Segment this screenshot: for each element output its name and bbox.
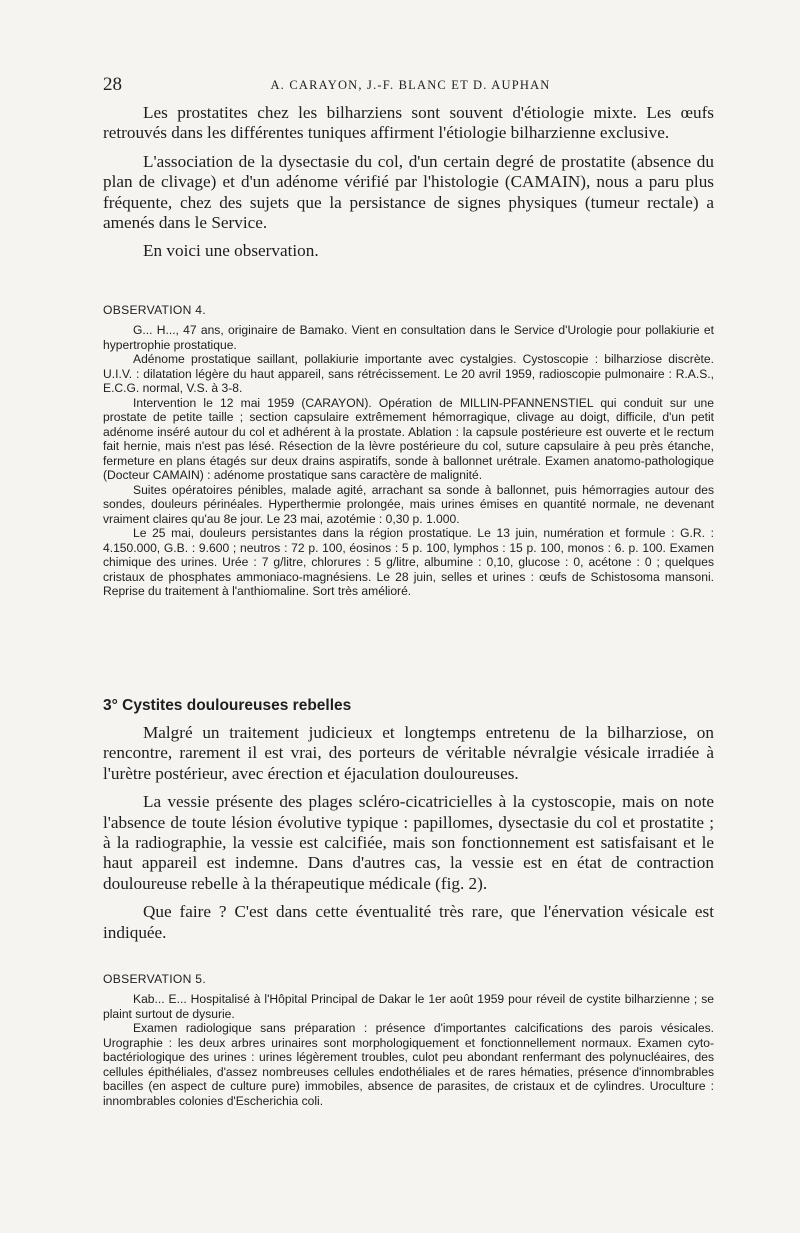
observation-5	[103, 972, 714, 1108]
intro-paragraph-3: En voici une observation.	[143, 241, 319, 261]
observation-4-title: OBSERVATION 4.	[103, 303, 206, 317]
section-3-title: 3° Cystites douloureuses rebelles	[103, 697, 352, 714]
observation-4-paragraph-2: Adénome prostatique saillant, pollakiurie importante avec cystalgies. Cystoscopie : bilharziose discrète. U.I.V. : dilatation légère du haut appareil, sans rétrécissement. Le 20 avril 1959, radioscopie pulmonaire : R.A.S., E.C.G. normal, V.S. à 3-8.	[103, 352, 714, 395]
page-number: 28	[103, 74, 122, 95]
intro-paragraph-1: Les prostatites chez les bilharziens sont souvent d'étiologie mixte. Les œufs retrouvés dans les différentes tuniques affirment l'étiologie bilharzienne exclusive.	[103, 103, 714, 143]
observation-5-title: OBSERVATION 5.	[103, 972, 206, 986]
running-head: A. CARAYON, J.-F. BLANC ET D. AUPHAN	[270, 78, 551, 92]
observation-4	[103, 303, 714, 599]
intro-block	[103, 103, 714, 262]
section-3-paragraph-2: La vessie présente des plages scléro-cicatricielles à la cystoscopie, mais on note l'absence de toute lésion évolutive typique : papillomes, dysectasie du col et prostatite ; à la radiographie, la vessie est calcifiée, mais son fonctionnement est satisfaisant et le haut appareil est indemne. Dans d'autres cas, la vessie est en état de contraction douloureuse rebelle à la thérapeutique médicale (fig. 2).	[103, 792, 714, 893]
page-header	[103, 74, 718, 98]
observation-5-paragraph-1: Kab... E... Hospitalisé à l'Hôpital Principal de Dakar le 1er août 1959 pour réveil de cystite bilharzienne ; se plaint surtout de dysurie.	[103, 992, 714, 1021]
observation-4-paragraph-5: Le 25 mai, douleurs persistantes dans la région prostatique. Le 13 juin, numération et formule : G.R. : 4.150.000, G.B. : 9.600 ; neutros : 72 p. 100, éosinos : 5 p. 100, lymphos : 15 p. 100, monos : 6. p. 100. Examen chimique des urines. Urée : 7 g/litre, chlorures : 5 g/litre, albumine : 0,10, glucose : 0, acétone : 0 ; quelques cristaux de phosphates ammoniaco-magnésiens. Le 28 juin, selles et urines : œufs de Schistosoma mansoni. Reprise du traitement à l'anthiomaline. Sort très amélioré.	[103, 526, 714, 598]
observation-4-paragraph-3: Intervention le 12 mai 1959 (CARAYON). Opération de MILLIN-PFANNENSTIEL qui conduit sur une prostate de petite taille ; section capsulaire extrêmement hémorragique, clivage au doigt, difficile, d'un petit adénome inséré autour du col et adhérent à la prostate. Ablation : la capsule postérieure est ouverte et le rectum fait hernie, mais n'est pas lésé. Résection de la lèvre postérieure du col, suture capsulaire à peu près étanche, fermeture en plans étagés sur deux drains aspiratifs, sonde à ballonnet urétrale. Examen anatomo-pathologique (Docteur CAMAIN) : adénome prostatique sans caractère de malignité.	[103, 395, 714, 482]
section-3-paragraph-3: Que faire ? C'est dans cette éventualité très rare, que l'énervation vésicale est indiquée.	[103, 902, 714, 942]
observation-4-paragraph-1: G... H..., 47 ans, originaire de Bamako. Vient en consultation dans le Service d'Urologie pour pollakiurie et hypertrophie prostatique.	[103, 323, 714, 352]
observation-5-paragraph-2: Examen radiologique sans préparation : présence d'importantes calcifications des parois vésicales. Urographie : les deux arbres urinaires sont morphologiquement et fonctionnellement normaux. Examen cyto-bactériologique des urines : urines légèrement troubles, culot peu abondant renfermant des polynucléaires, des cellules épithéliales, d'assez nombreuses cellules endothéliales et de rares hématies, présence d'innombrables bacilles (en aspect de culture pure) immobiles, absence de parasites, de cristaux et de cylindres. Uroculture : innombrables colonies d'Escherichia coli.	[103, 1021, 714, 1108]
observation-4-paragraph-4: Suites opératoires pénibles, malade agité, arrachant sa sonde à ballonnet, puis hémorragies autour des sondes, douleurs périnéales. Hyperthermie prolongée, mais urines émises en quantité normale, ne devenant vraiment claires qu'au 8e jour. Le 23 mai, azotémie : 0,30 p. 1.000.	[103, 482, 714, 526]
section-3-paragraph-1: Malgré un traitement judicieux et longtemps entretenu de la bilharziose, on rencontre, rarement il est vrai, des porteurs de véritable névralgie vésicale irradiée à l'urètre postérieur, avec érection et éjaculation douloureuses.	[103, 723, 714, 783]
section-3	[103, 697, 714, 943]
intro-paragraph-2: L'association de la dysectasie du col, d'un certain degré de prostatite (absence du plan de clivage) et d'un adénome vérifié par l'histologie (CAMAIN), nous a paru plus fréquente, chez des sujets que la persistance de signes physiques (tumeur rectale) a amenés dans le Service.	[103, 151, 714, 233]
